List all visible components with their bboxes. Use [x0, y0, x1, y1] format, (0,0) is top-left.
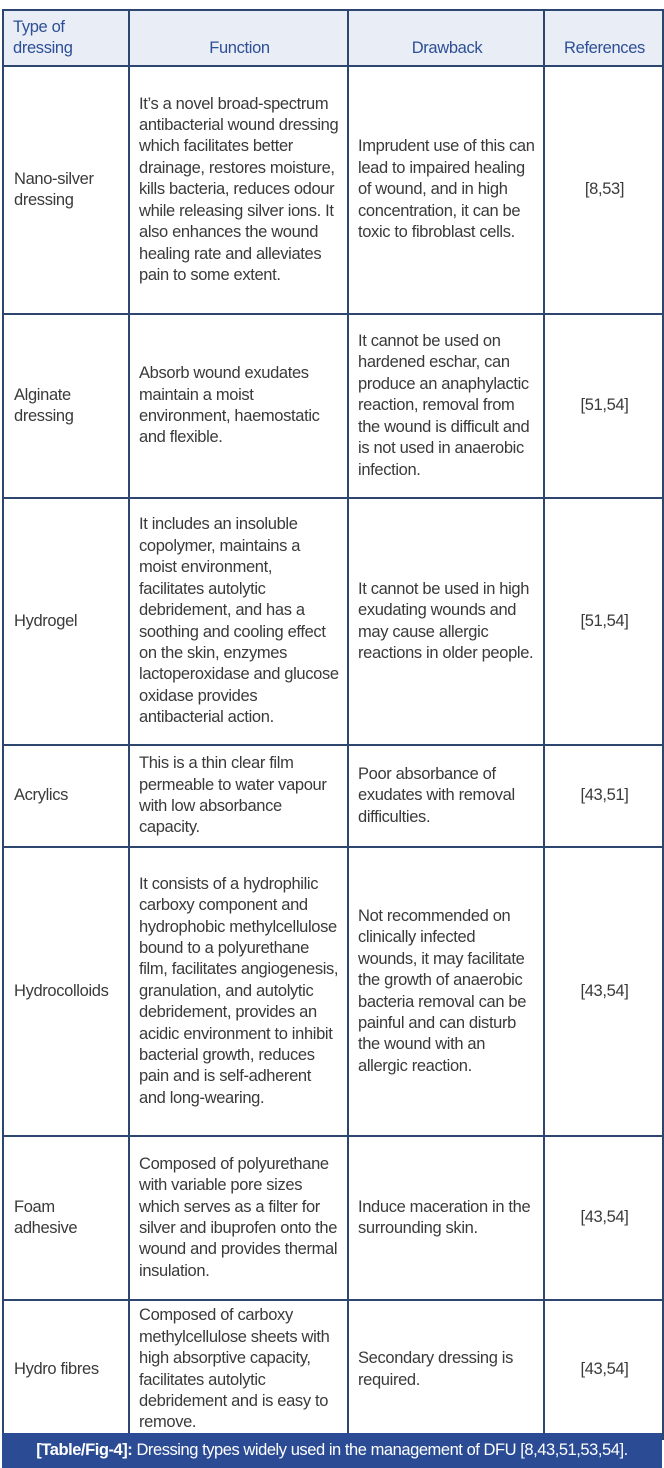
cell-function: This is a thin clear film permeable to water vapour with low absorbance capacity.	[129, 745, 348, 847]
cell-references: [51,54]	[544, 498, 663, 745]
cell-function: It includes an insoluble copolymer, maintains a moist environment, facilitates autolytic debridement, and has a soothing and cooling effect on the skin, enzymes lactoperoxidase and glucose oxidase provides antibacterial action.	[129, 498, 348, 745]
cell-references: [51,54]	[544, 314, 663, 498]
cell-type: Foam adhesive	[3, 1136, 129, 1300]
table-caption	[2, 1433, 662, 1468]
cell-function: Composed of carboxy methylcellulose sheets with high absorptive capacity, facilitates autolytic debridement and is easy to remove.	[129, 1300, 348, 1439]
cell-type: Acrylics	[3, 745, 129, 847]
cell-drawback: It cannot be used in high exudating wounds and may cause allergic reactions in older people.	[348, 498, 544, 745]
table-row	[3, 314, 663, 498]
cell-function: Absorb wound exudates maintain a moist environment, haemostatic and flexible.	[129, 314, 348, 498]
header-type-of-dressing: Type of dressing	[3, 10, 129, 66]
cell-type: Hydrogel	[3, 498, 129, 745]
cell-references: [43,54]	[544, 847, 663, 1136]
cell-function: It’s a novel broad-spectrum antibacterial wound dressing which facilitates better drainage, restores moisture, kills bacteria, reduces odour while releasing silver ions. It also enhances the wound healing rate and alleviates pain to some extent.	[129, 66, 348, 314]
table-row	[3, 745, 663, 847]
cell-references: [8,53]	[544, 66, 663, 314]
cell-drawback: It cannot be used on hardened eschar, can produce an anaphylactic reaction, removal from the wound is difficult and is not used in anaerobic infection.	[348, 314, 544, 498]
table-row	[3, 847, 663, 1136]
table-row	[3, 1300, 663, 1439]
caption-text: Dressing types widely used in the management of DFU [8,43,51,53,54].	[132, 1441, 628, 1459]
header-row	[3, 10, 663, 66]
cell-drawback: Secondary dressing is required.	[348, 1300, 544, 1439]
cell-type: Hydro fibres	[3, 1300, 129, 1439]
header-drawback: Drawback	[348, 10, 544, 66]
caption-label: [Table/Fig-4]:	[36, 1441, 133, 1459]
cell-drawback: Imprudent use of this can lead to impaired healing of wound, and in high concentration, it can be toxic to fibroblast cells.	[348, 66, 544, 314]
cell-function: Composed of polyurethane with variable pore sizes which serves as a filter for silver and ibuprofen onto the wound and provides thermal insulation.	[129, 1136, 348, 1300]
header-function: Function	[129, 10, 348, 66]
cell-references: [43,54]	[544, 1136, 663, 1300]
cell-function: It consists of a hydrophilic carboxy component and hydrophobic methylcellulose bound to a polyurethane film, facilitates angiogenesis, granulation, and autolytic debridement, provides an acidic environment to inhibit bacterial growth, reduces pain and is self-adherent and long-wearing.	[129, 847, 348, 1136]
cell-drawback: Induce maceration in the surrounding skin.	[348, 1136, 544, 1300]
dressing-types-table-container	[2, 9, 662, 1440]
cell-drawback: Poor absorbance of exudates with removal difficulties.	[348, 745, 544, 847]
cell-references: [43,51]	[544, 745, 663, 847]
cell-drawback: Not recommended on clinically infected wounds, it may facilitate the growth of anaerobic bacteria removal can be painful and can disturb the wound with an allergic reaction.	[348, 847, 544, 1136]
cell-type: Hydrocolloids	[3, 847, 129, 1136]
cell-type: Alginate dressing	[3, 314, 129, 498]
dressing-types-table	[2, 9, 664, 1440]
table-row	[3, 1136, 663, 1300]
table-row	[3, 498, 663, 745]
table-body	[3, 66, 663, 1439]
header-references: References	[544, 10, 663, 66]
table-header	[3, 10, 663, 66]
cell-type: Nano-silver dressing	[3, 66, 129, 314]
cell-references: [43,54]	[544, 1300, 663, 1439]
table-row	[3, 66, 663, 314]
